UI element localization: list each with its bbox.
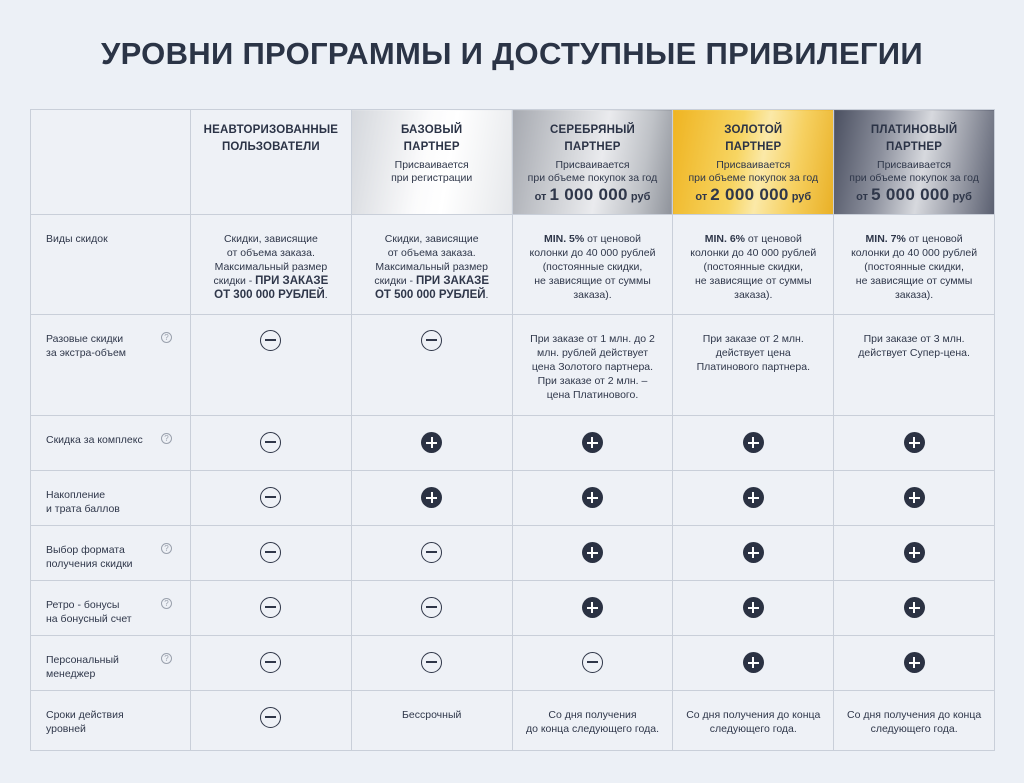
cell-manager-platinum (834, 636, 995, 691)
plus-circle-icon (743, 542, 764, 563)
cell-validity-platinum: Со дня получения до конца следующего года. (834, 691, 995, 751)
tiers-table (30, 109, 995, 751)
cell-points-unauthorized (191, 471, 352, 526)
cell-once-silver: При заказе от 1 млн. до 2 млн. рублей действует цена Золотого партнера. При заказе от 2 млн. – цена Платинового. (512, 315, 673, 416)
cell-bundle-unauthorized (191, 416, 352, 471)
minus-circle-icon (421, 330, 442, 351)
cell-once-platinum: При заказе от 3 млн. действует Супер-цена. (834, 315, 995, 416)
plus-circle-icon (904, 432, 925, 453)
row-points (31, 471, 995, 526)
cell-retro-platinum (834, 581, 995, 636)
cell-discount-silver: MIN. 5% от ценовой колонки до 40 000 рублей (постоянные скидки, не зависящие от суммы заказа). (512, 215, 673, 315)
cell-bundle-silver (512, 416, 673, 471)
row-label: Скидка за комплекс ? (31, 416, 191, 471)
cell-once-gold: При заказе от 2 млн. действует цена Платинового партнера. (673, 315, 834, 416)
tier-condition: Присваивается при объеме покупок за год (849, 159, 979, 184)
cell-retro-base (351, 581, 512, 636)
cell-validity-base: Бессрочный (351, 691, 512, 751)
tier-header-platinum (834, 110, 995, 215)
minus-circle-icon (260, 432, 281, 453)
cell-retro-silver (512, 581, 673, 636)
row-bundle-discount (31, 416, 995, 471)
plus-circle-icon (421, 487, 442, 508)
tier-threshold: от 1 000 000 руб (534, 185, 651, 204)
plus-circle-icon (743, 652, 764, 673)
help-icon[interactable]: ? (161, 653, 172, 664)
plus-circle-icon (743, 432, 764, 453)
help-icon[interactable]: ? (161, 332, 172, 343)
tier-condition: Присваивается при объеме покупок за год (688, 159, 819, 184)
cell-retro-gold (673, 581, 834, 636)
row-label: Ретро - бонусы на бонусный счет ? (31, 581, 191, 636)
plus-circle-icon (582, 487, 603, 508)
tier-threshold: от 2 000 000 руб (695, 185, 812, 204)
minus-circle-icon (260, 707, 281, 728)
cell-validity-gold: Со дня получения до конца следующего года. (673, 691, 834, 751)
plus-circle-icon (904, 487, 925, 508)
row-one-time-discounts (31, 315, 995, 416)
header-row (31, 110, 995, 215)
cell-bundle-gold (673, 416, 834, 471)
plus-circle-icon (582, 597, 603, 618)
row-label: Сроки действия уровней (31, 691, 191, 751)
cell-format-unauthorized (191, 526, 352, 581)
row-validity (31, 691, 995, 751)
page-title: УРОВНИ ПРОГРАММЫ И ДОСТУПНЫЕ ПРИВИЛЕГИИ (101, 36, 923, 71)
cell-format-platinum (834, 526, 995, 581)
minus-circle-icon (260, 542, 281, 563)
row-label: Накопление и трата баллов (31, 471, 191, 526)
tier-name: НЕАВТОРИЗОВАННЫЕ ПОЛЬЗОВАТЕЛИ (203, 124, 339, 153)
cell-discount-platinum: MIN. 7% от ценовой колонки до 40 000 рублей (постоянные скидки, не зависящие от суммы заказа). (834, 215, 995, 315)
tier-threshold: от 5 000 000 руб (856, 185, 972, 204)
row-label: Разовые скидки за экстра-объем ? (31, 315, 191, 416)
row-label: Виды скидок (31, 215, 191, 315)
tier-name: БАЗОВЫЙ ПАРТНЕР (401, 124, 463, 153)
cell-once-base (351, 315, 512, 416)
row-discount-types (31, 215, 995, 315)
plus-circle-icon (904, 597, 925, 618)
row-personal-manager (31, 636, 995, 691)
cell-discount-base: Скидки, зависящие от объема заказа. Максимальный размер скидки - ПРИ ЗАКАЗЕ ОТ 500 000 РУБЛЕЙ. (351, 215, 512, 315)
minus-circle-icon (260, 597, 281, 618)
header-corner (31, 110, 191, 215)
tier-name: ЗОЛОТОЙ ПАРТНЕР (724, 124, 783, 153)
plus-circle-icon (743, 487, 764, 508)
cell-manager-silver (512, 636, 673, 691)
cell-points-platinum (834, 471, 995, 526)
plus-circle-icon (582, 542, 603, 563)
plus-circle-icon (421, 432, 442, 453)
help-icon[interactable]: ? (161, 543, 172, 554)
tier-header-silver (512, 110, 673, 215)
tier-header-unauthorized (191, 110, 352, 215)
minus-circle-icon (421, 597, 442, 618)
tier-name: СЕРЕБРЯНЫЙ ПАРТНЕР (549, 124, 636, 153)
cell-points-gold (673, 471, 834, 526)
cell-manager-base (351, 636, 512, 691)
cell-validity-silver: Со дня получения до конца следующего года. (512, 691, 673, 751)
plus-circle-icon (904, 652, 925, 673)
help-icon[interactable]: ? (161, 598, 172, 609)
cell-retro-unauthorized (191, 581, 352, 636)
cell-format-gold (673, 526, 834, 581)
cell-validity-unauthorized (191, 691, 352, 751)
cell-discount-unauthorized: Скидки, зависящие от объема заказа. Максимальный размер скидки - ПРИ ЗАКАЗЕ ОТ 300 000 РУБЛЕЙ. (191, 215, 352, 315)
minus-circle-icon (260, 652, 281, 673)
cell-points-silver (512, 471, 673, 526)
cell-manager-gold (673, 636, 834, 691)
plus-circle-icon (904, 542, 925, 563)
cell-points-base (351, 471, 512, 526)
row-discount-format (31, 526, 995, 581)
tier-condition: Присваивается при объеме покупок за год (527, 159, 658, 184)
cell-format-silver (512, 526, 673, 581)
help-icon[interactable]: ? (161, 433, 172, 444)
cell-bundle-platinum (834, 416, 995, 471)
tier-header-gold (673, 110, 834, 215)
tier-condition: Присваивается при регистрации (391, 159, 473, 184)
row-label: Персональный менеджер ? (31, 636, 191, 691)
plus-circle-icon (743, 597, 764, 618)
cell-format-base (351, 526, 512, 581)
tier-header-base (351, 110, 512, 215)
row-label: Выбор формата получения скидки ? (31, 526, 191, 581)
row-retro-bonuses (31, 581, 995, 636)
minus-circle-icon (260, 330, 281, 351)
minus-circle-icon (260, 487, 281, 508)
cell-discount-gold: MIN. 6% от ценовой колонки до 40 000 рублей (постоянные скидки, не зависящие от суммы заказа). (673, 215, 834, 315)
cell-once-unauthorized (191, 315, 352, 416)
cell-bundle-base (351, 416, 512, 471)
cell-manager-unauthorized (191, 636, 352, 691)
plus-circle-icon (582, 432, 603, 453)
tier-name: ПЛАТИНОВЫЙ ПАРТНЕР (870, 124, 958, 153)
minus-circle-icon (421, 542, 442, 563)
minus-circle-icon (421, 652, 442, 673)
minus-circle-icon (582, 652, 603, 673)
